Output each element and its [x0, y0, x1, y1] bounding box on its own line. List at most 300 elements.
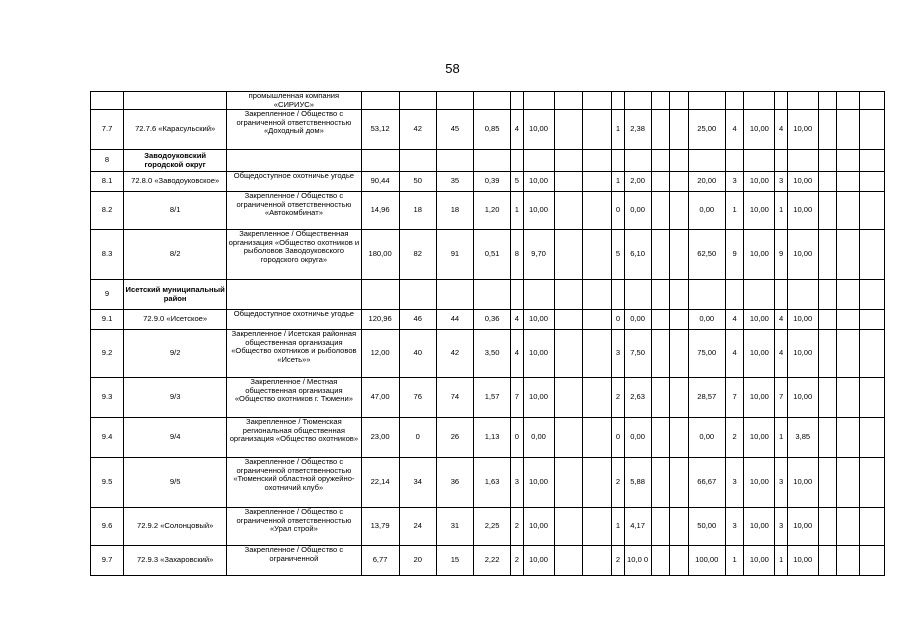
table-cell: [651, 230, 670, 280]
table-cell: 45: [436, 110, 473, 150]
table-row: [91, 150, 885, 172]
table-cell: 10,00: [744, 110, 775, 150]
table-cell: Закрепленное / Общественная организация «Общество охотников и рыболовов Заводоуковского городского округа»: [227, 230, 361, 280]
table-cell: 72.9.3 «Захаровский»: [124, 546, 227, 576]
table-cell: Закрепленное / Общество с ограниченной ответственностью «Доходный дом»: [227, 110, 361, 150]
table-cell: 1,63: [474, 458, 511, 508]
table-cell: 9: [91, 280, 124, 310]
table-cell: 1,20: [474, 192, 511, 230]
table-cell: [583, 92, 612, 110]
table-cell: 2: [612, 458, 624, 508]
table-cell: [651, 458, 670, 508]
table-cell: 2: [612, 546, 624, 576]
table-cell: Закрепленное / Общество с ограниченной ответственностью «Урал строй»: [227, 508, 361, 546]
table-cell: 9/2: [124, 330, 227, 378]
table-cell: [91, 92, 124, 110]
table-cell: 5,88: [624, 458, 651, 508]
table-cell: 1,13: [474, 418, 511, 458]
table-cell: [583, 458, 612, 508]
table-cell: [651, 172, 670, 192]
table-row: [91, 230, 885, 280]
table-cell: 90,44: [361, 172, 399, 192]
table-cell: [670, 508, 689, 546]
table-cell: 7: [775, 378, 787, 418]
table-cell: [227, 280, 361, 310]
table-cell: [860, 458, 885, 508]
table-row: [91, 280, 885, 310]
table-cell: 9.4: [91, 418, 124, 458]
table-cell: [624, 280, 651, 310]
table-cell: 42: [399, 110, 436, 150]
table-cell: 4: [511, 310, 523, 330]
table-cell: 26: [436, 418, 473, 458]
table-cell: 120,96: [361, 310, 399, 330]
table-cell: [837, 458, 860, 508]
table-cell: [612, 280, 624, 310]
table-cell: [837, 378, 860, 418]
table-cell: 1: [612, 172, 624, 192]
table-cell: [651, 110, 670, 150]
table-cell: 15: [436, 546, 473, 576]
hunting-grounds-table: [90, 91, 885, 576]
table-cell: Закрепленное / Местная общественная организация «Общество охотников г. Тюмени»: [227, 378, 361, 418]
table-cell: 1: [511, 192, 523, 230]
table-cell: [837, 280, 860, 310]
table-cell: [651, 280, 670, 310]
table-cell: 0: [511, 418, 523, 458]
table-cell: [361, 280, 399, 310]
table-cell: 9.3: [91, 378, 124, 418]
table-cell: 7.7: [91, 110, 124, 150]
table-cell: 10,00: [787, 172, 818, 192]
table-cell: 28,57: [688, 378, 725, 418]
table-cell: [554, 172, 583, 192]
table-cell: [818, 546, 837, 576]
table-cell: 100,00: [688, 546, 725, 576]
table-cell: [583, 508, 612, 546]
table-cell: 2,22: [474, 546, 511, 576]
table-cell: [744, 150, 775, 172]
table-cell: [361, 92, 399, 110]
table-row: [91, 172, 885, 192]
table-cell: [474, 92, 511, 110]
table-cell: [670, 192, 689, 230]
table-cell: 0,85: [474, 110, 511, 150]
table-cell: 42: [436, 330, 473, 378]
table-cell: 5: [612, 230, 624, 280]
table-cell: 3: [725, 172, 744, 192]
table-cell: [651, 310, 670, 330]
table-cell: [554, 458, 583, 508]
table-cell: 10,0 0: [624, 546, 651, 576]
table-cell: 3: [775, 458, 787, 508]
table-cell: 10,00: [744, 172, 775, 192]
table-cell: 10,00: [523, 110, 554, 150]
table-cell: 2: [725, 418, 744, 458]
table-cell: [818, 280, 837, 310]
table-cell: 10,00: [787, 330, 818, 378]
table-cell: 20,00: [688, 172, 725, 192]
table-cell: 1: [612, 508, 624, 546]
table-cell: 18: [436, 192, 473, 230]
table-cell: [837, 508, 860, 546]
table-cell: [227, 150, 361, 172]
table-cell: 0,00: [624, 192, 651, 230]
table-cell: [583, 172, 612, 192]
table-cell: [651, 378, 670, 418]
table-cell: [670, 172, 689, 192]
table-cell: [511, 92, 523, 110]
table-cell: Исетский муниципальный район: [124, 280, 227, 310]
table-cell: [670, 378, 689, 418]
table-row: [91, 458, 885, 508]
table-cell: 10,00: [787, 110, 818, 150]
table-cell: 1: [775, 192, 787, 230]
table-cell: [554, 508, 583, 546]
table-cell: 0,39: [474, 172, 511, 192]
table-cell: [554, 330, 583, 378]
table-cell: 14,96: [361, 192, 399, 230]
table-cell: 10,00: [744, 192, 775, 230]
table-cell: 4: [511, 110, 523, 150]
table-cell: 12,00: [361, 330, 399, 378]
table-cell: 4,17: [624, 508, 651, 546]
table-cell: 3: [725, 508, 744, 546]
table-cell: [511, 150, 523, 172]
table-cell: [436, 280, 473, 310]
table-cell: Заводоуковский городской округ: [124, 150, 227, 172]
table-cell: 10,00: [744, 458, 775, 508]
table-cell: 0,00: [688, 418, 725, 458]
table-cell: [837, 310, 860, 330]
table-cell: 53,12: [361, 110, 399, 150]
table-cell: 4: [775, 310, 787, 330]
table-cell: 0,00: [688, 192, 725, 230]
table-cell: 62,50: [688, 230, 725, 280]
table-cell: Общедоступное охотничье угодье: [227, 310, 361, 330]
table-cell: [818, 508, 837, 546]
table-cell: 22,14: [361, 458, 399, 508]
table-cell: [860, 230, 885, 280]
table-cell: 3: [725, 458, 744, 508]
table-cell: 50: [399, 172, 436, 192]
table-cell: [837, 330, 860, 378]
table-cell: [651, 330, 670, 378]
table-cell: 10,00: [787, 458, 818, 508]
table-cell: [554, 280, 583, 310]
table-cell: [670, 310, 689, 330]
table-cell: [554, 310, 583, 330]
table-cell: [624, 92, 651, 110]
table-cell: [583, 230, 612, 280]
table-cell: 3: [775, 172, 787, 192]
table-cell: [651, 418, 670, 458]
table-cell: [670, 110, 689, 150]
table-cell: [860, 378, 885, 418]
table-cell: 9,70: [523, 230, 554, 280]
table-cell: 72.7.6 «Карасульский»: [124, 110, 227, 150]
table-cell: [670, 418, 689, 458]
table-cell: Общедоступное охотничье угодье: [227, 172, 361, 192]
table-cell: 3: [511, 458, 523, 508]
table-cell: [818, 458, 837, 508]
table-cell: 2,00: [624, 172, 651, 192]
table-cell: [837, 172, 860, 192]
table-cell: 0: [612, 418, 624, 458]
table-cell: 9.6: [91, 508, 124, 546]
table-cell: [837, 418, 860, 458]
table-cell: [787, 280, 818, 310]
table-cell: [818, 110, 837, 150]
table-cell: [818, 150, 837, 172]
table-cell: 10,00: [787, 230, 818, 280]
table-cell: 10,00: [523, 172, 554, 192]
table-cell: 10,00: [523, 378, 554, 418]
table-cell: [837, 110, 860, 150]
table-cell: 10,00: [523, 546, 554, 576]
table-cell: 9.2: [91, 330, 124, 378]
table-cell: 72.8.0 «Заводоуковское»: [124, 172, 227, 192]
table-cell: 0,51: [474, 230, 511, 280]
table-cell: 3,85: [787, 418, 818, 458]
table-cell: 9/4: [124, 418, 227, 458]
table-cell: [837, 546, 860, 576]
table-cell: [837, 192, 860, 230]
table-cell: [725, 150, 744, 172]
table-cell: 1: [775, 546, 787, 576]
table-cell: 4: [725, 330, 744, 378]
table-cell: 24: [399, 508, 436, 546]
table-cell: 9.7: [91, 546, 124, 576]
table-cell: 9/5: [124, 458, 227, 508]
table-cell: [554, 418, 583, 458]
table-cell: [583, 546, 612, 576]
table-cell: 2,63: [624, 378, 651, 418]
table-cell: 10,00: [787, 192, 818, 230]
table-cell: 66,67: [688, 458, 725, 508]
table-cell: 10,00: [523, 192, 554, 230]
table-cell: 10,00: [744, 508, 775, 546]
table-cell: [818, 418, 837, 458]
table-cell: [670, 92, 689, 110]
table-cell: 74: [436, 378, 473, 418]
table-cell: 40: [399, 330, 436, 378]
table-cell: [554, 546, 583, 576]
table-cell: 0: [612, 192, 624, 230]
table-cell: 72.9.2 «Солонцовый»: [124, 508, 227, 546]
table-cell: 0: [399, 418, 436, 458]
table-cell: [818, 310, 837, 330]
table-cell: [860, 110, 885, 150]
table-row: [91, 546, 885, 576]
table-cell: [612, 92, 624, 110]
table-cell: 6,77: [361, 546, 399, 576]
table-cell: [436, 92, 473, 110]
table-cell: [787, 92, 818, 110]
table-cell: 46: [399, 310, 436, 330]
table-cell: [670, 150, 689, 172]
table-cell: 72.9.0 «Исетское»: [124, 310, 227, 330]
table-cell: [818, 172, 837, 192]
table-cell: 7,50: [624, 330, 651, 378]
table-cell: [670, 230, 689, 280]
table-cell: 10,00: [523, 310, 554, 330]
table-cell: 9: [775, 230, 787, 280]
table-row: [91, 508, 885, 546]
table-cell: [583, 192, 612, 230]
table-cell: 10,00: [744, 418, 775, 458]
table-cell: [554, 378, 583, 418]
table-cell: [583, 110, 612, 150]
table-cell: 36: [436, 458, 473, 508]
table-cell: 7: [511, 378, 523, 418]
table-cell: [775, 280, 787, 310]
table-row: [91, 330, 885, 378]
table-cell: 9: [725, 230, 744, 280]
table-cell: [818, 330, 837, 378]
table-cell: [474, 280, 511, 310]
table-cell: [361, 150, 399, 172]
table-cell: 8: [91, 150, 124, 172]
table-cell: [860, 172, 885, 192]
table-cell: [583, 330, 612, 378]
table-cell: [583, 418, 612, 458]
table-cell: 2: [612, 378, 624, 418]
table-cell: 3,50: [474, 330, 511, 378]
table-cell: 34: [399, 458, 436, 508]
table-cell: [860, 546, 885, 576]
table-cell: 1: [775, 418, 787, 458]
table-cell: [775, 150, 787, 172]
table-cell: 180,00: [361, 230, 399, 280]
table-cell: 75,00: [688, 330, 725, 378]
table-cell: [860, 310, 885, 330]
table-cell: [474, 150, 511, 172]
table-cell: Закрепленное / Тюменская региональная общественная организация «Общество охотников»: [227, 418, 361, 458]
table-cell: 8: [511, 230, 523, 280]
table-cell: 7: [725, 378, 744, 418]
table-cell: [583, 150, 612, 172]
page-number: 58: [445, 61, 460, 76]
table-cell: [554, 150, 583, 172]
table-cell: [124, 92, 227, 110]
table-cell: [818, 230, 837, 280]
table-cell: 25,00: [688, 110, 725, 150]
table-cell: [583, 310, 612, 330]
table-cell: [583, 280, 612, 310]
table-cell: 20: [399, 546, 436, 576]
table-cell: 50,00: [688, 508, 725, 546]
table-cell: [436, 150, 473, 172]
table-cell: [725, 92, 744, 110]
table-cell: [554, 192, 583, 230]
table-cell: [523, 280, 554, 310]
table-cell: [554, 230, 583, 280]
table-cell: [583, 378, 612, 418]
table-cell: [744, 92, 775, 110]
table-row: [91, 110, 885, 150]
table-cell: [399, 150, 436, 172]
table-cell: [860, 150, 885, 172]
table-cell: 3: [612, 330, 624, 378]
table-cell: 2,38: [624, 110, 651, 150]
table-cell: 4: [725, 110, 744, 150]
table-cell: [860, 418, 885, 458]
table-cell: 82: [399, 230, 436, 280]
table-cell: 0,36: [474, 310, 511, 330]
table-cell: 6,10: [624, 230, 651, 280]
table-cell: [818, 192, 837, 230]
table-cell: [651, 192, 670, 230]
table-cell: [670, 280, 689, 310]
table-cell: [511, 280, 523, 310]
table-cell: [554, 92, 583, 110]
table-cell: 91: [436, 230, 473, 280]
table-cell: 2: [511, 546, 523, 576]
table-row: [91, 192, 885, 230]
table-cell: 4: [725, 310, 744, 330]
table-cell: 2: [511, 508, 523, 546]
table-row: [91, 310, 885, 330]
table-cell: 10,00: [787, 508, 818, 546]
table-cell: 2,25: [474, 508, 511, 546]
table-cell: Закрепленное / Общество с ограниченной ответственностью «Тюменский областной оружейно-охотничий клуб»: [227, 458, 361, 508]
table-cell: 8.3: [91, 230, 124, 280]
table-row: [91, 92, 885, 110]
table-cell: [860, 508, 885, 546]
table-cell: 10,00: [523, 330, 554, 378]
table-cell: 76: [399, 378, 436, 418]
table-cell: 10,00: [523, 508, 554, 546]
table-cell: 10,00: [787, 378, 818, 418]
table-cell: 10,00: [787, 310, 818, 330]
table-cell: [554, 110, 583, 150]
table-cell: 0,00: [624, 310, 651, 330]
table-cell: 10,00: [744, 330, 775, 378]
table-cell: 47,00: [361, 378, 399, 418]
table-cell: 8.1: [91, 172, 124, 192]
table-cell: [837, 230, 860, 280]
table-cell: [624, 150, 651, 172]
table-cell: [523, 150, 554, 172]
table-cell: [670, 458, 689, 508]
table-cell: [860, 280, 885, 310]
table-cell: 1,57: [474, 378, 511, 418]
table-cell: 9.5: [91, 458, 124, 508]
table-row: [91, 418, 885, 458]
table-cell: [688, 280, 725, 310]
table-cell: 13,79: [361, 508, 399, 546]
table-cell: [688, 150, 725, 172]
table-cell: 0: [612, 310, 624, 330]
table-cell: 3: [775, 508, 787, 546]
table-cell: 35: [436, 172, 473, 192]
table-cell: [860, 330, 885, 378]
table-cell: [651, 92, 670, 110]
table-cell: [860, 92, 885, 110]
table-cell: 1: [725, 546, 744, 576]
table-cell: [399, 280, 436, 310]
table-cell: 1: [725, 192, 744, 230]
table-cell: 0,00: [624, 418, 651, 458]
table-cell: 10,00: [744, 230, 775, 280]
table-cell: [612, 150, 624, 172]
table-cell: промышленная компания «СИРИУС»: [227, 92, 361, 110]
table-cell: 9.1: [91, 310, 124, 330]
table-cell: Закрепленное / Общество с ограниченной: [227, 546, 361, 576]
table-cell: [399, 92, 436, 110]
table-cell: 10,00: [787, 546, 818, 576]
